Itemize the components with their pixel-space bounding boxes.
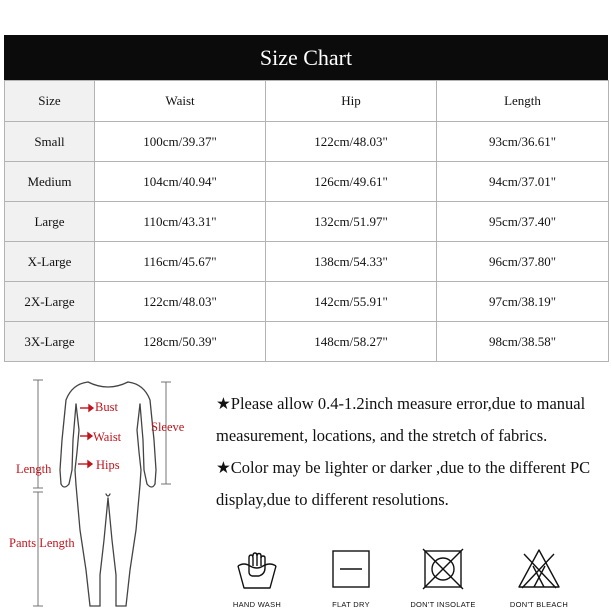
waist-cell: 128cm/50.39" xyxy=(95,322,266,362)
hand-wash-icon xyxy=(232,544,282,594)
pants-length-label: Pants Length xyxy=(9,536,75,550)
length-cell: 95cm/37.40" xyxy=(437,202,609,242)
table-row xyxy=(5,162,609,202)
length-cell: 97cm/38.19" xyxy=(437,282,609,322)
size-chart xyxy=(4,35,608,362)
chart-title: Size Chart xyxy=(4,35,608,80)
hand-wash-label: HAND WASH xyxy=(232,600,282,609)
header-hip: Hip xyxy=(266,81,437,122)
dont-bleach-icon xyxy=(514,544,564,594)
care-item-hand-wash xyxy=(212,544,302,612)
flat-dry-icon xyxy=(326,544,376,594)
size-cell: X-Large xyxy=(5,242,95,282)
header-size: Size xyxy=(5,81,95,122)
dont-insolate-icon xyxy=(418,544,468,594)
header-waist: Waist xyxy=(95,81,266,122)
notes xyxy=(216,388,608,516)
hip-cell: 142cm/55.91" xyxy=(266,282,437,322)
hip-cell: 138cm/54.33" xyxy=(266,242,437,282)
hips-label: Hips xyxy=(96,458,120,472)
sleeve-label: Sleeve xyxy=(151,420,185,434)
dont-insolate-label: DON'T INSOLATE xyxy=(410,600,476,609)
color-note: ★Color may be lighter or darker ,due to the different PC display,due to different resolutions. xyxy=(216,458,591,509)
bust-label: Bust xyxy=(95,400,118,414)
size-table xyxy=(4,80,609,362)
table-row xyxy=(5,242,609,282)
length-cell: 96cm/37.80" xyxy=(437,242,609,282)
waist-cell: 110cm/43.31" xyxy=(95,202,266,242)
waist-cell: 104cm/40.94" xyxy=(95,162,266,202)
waist-cell: 100cm/39.37" xyxy=(95,122,266,162)
dont-bleach-label: DON'T BLEACH xyxy=(509,600,569,609)
table-header-row xyxy=(5,81,609,122)
table-row xyxy=(5,322,609,362)
hip-cell: 122cm/48.03" xyxy=(266,122,437,162)
hip-cell: 148cm/58.27" xyxy=(266,322,437,362)
flat-dry-label: FLAT DRY xyxy=(332,600,370,609)
size-cell: Large xyxy=(5,202,95,242)
length-cell: 93cm/36.61" xyxy=(437,122,609,162)
size-cell: 3X-Large xyxy=(5,322,95,362)
care-item-dont-bleach xyxy=(494,544,584,612)
care-instructions xyxy=(212,544,612,612)
measurement-figure xyxy=(0,370,200,612)
care-item-flat-dry xyxy=(306,544,396,612)
size-cell: 2X-Large xyxy=(5,282,95,322)
measure-error-note: ★Please allow 0.4-1.2inch measure error,due to manual measurement, locations, and the stretch of fabrics. xyxy=(216,394,586,445)
length-cell: 94cm/37.01" xyxy=(437,162,609,202)
waist-cell: 122cm/48.03" xyxy=(95,282,266,322)
hip-cell: 132cm/51.97" xyxy=(266,202,437,242)
table-row xyxy=(5,202,609,242)
waist-cell: 116cm/45.67" xyxy=(95,242,266,282)
table-row xyxy=(5,282,609,322)
length-label: Length xyxy=(16,462,52,476)
hip-cell: 126cm/49.61" xyxy=(266,162,437,202)
care-item-dont-insolate xyxy=(398,544,488,612)
size-cell: Small xyxy=(5,122,95,162)
size-cell: Medium xyxy=(5,162,95,202)
length-cell: 98cm/38.58" xyxy=(437,322,609,362)
header-length: Length xyxy=(437,81,609,122)
table-row xyxy=(5,122,609,162)
waist-label: Waist xyxy=(93,430,122,444)
